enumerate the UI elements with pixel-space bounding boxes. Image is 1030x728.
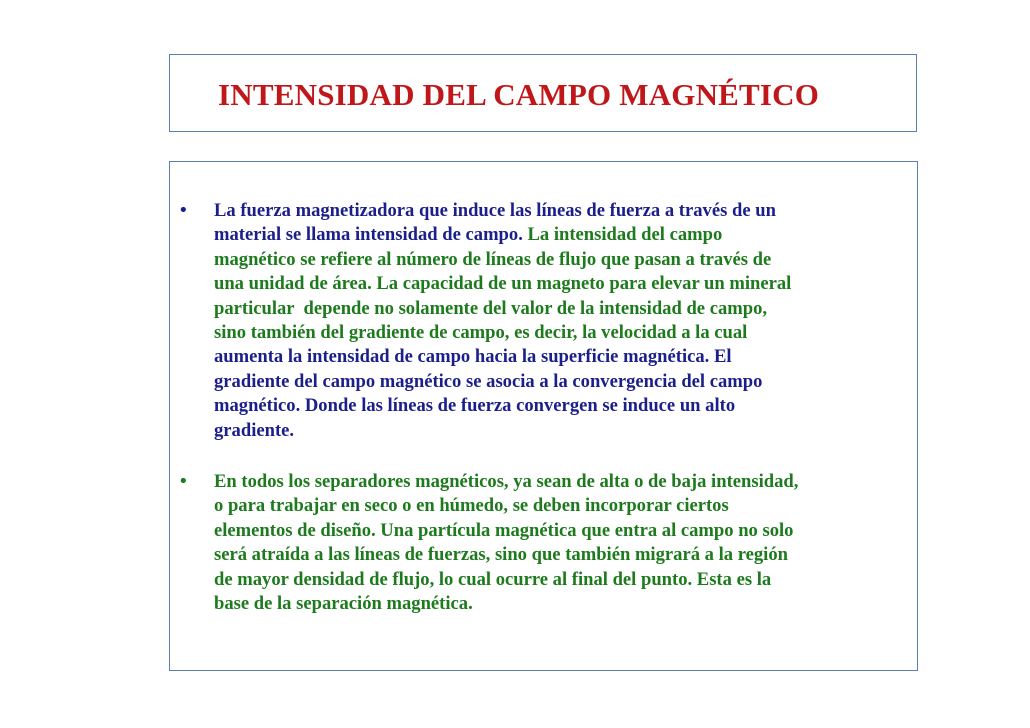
bullet-text-line: magnético se refiere al número de líneas de flujo que pasan a través de <box>214 248 772 270</box>
bullet-text-line: gradiente del campo magnético se asocia a la convergencia del campo <box>214 370 763 392</box>
bullet-text-line: base de la separación magnética. <box>214 593 473 615</box>
bullet-text-line: En todos los separadores magnéticos, ya sean de alta o de baja intensidad, <box>214 471 799 492</box>
bullet-text-line: una unidad de área. La capacidad de un magneto para elevar un mineral <box>214 273 792 295</box>
bullet-paragraph <box>214 470 914 616</box>
bullet-icon: • <box>178 200 189 221</box>
bullet-text-line: La intensidad del campo <box>522 224 723 246</box>
bullet-text-line: de mayor densidad de flujo, lo cual ocurre al final del punto. Esta es la <box>214 568 772 590</box>
bullet-text-line: material se llama intensidad de campo. <box>214 224 523 246</box>
bullet-icon: • <box>178 471 189 492</box>
title-box <box>169 54 917 132</box>
bullet-paragraph <box>214 199 914 443</box>
bullet-text-line: La fuerza magnetizadora que induce las líneas de fuerza a través de un <box>214 200 776 221</box>
slide-title: INTENSIDAD DEL CAMPO MAGNÉTICO <box>218 77 820 112</box>
bullet-text-line: sino también del gradiente de campo, es decir, la velocidad a la cual <box>214 322 748 344</box>
bullet-text-line: elementos de diseño. Una partícula magnética que entra al campo no solo <box>214 519 794 541</box>
bullet-text-line: será atraída a las líneas de fuerzas, sino que también migrará a la región <box>214 544 788 566</box>
bullet-text-line: particular depende no solamente del valor de la intensidad de campo, <box>214 297 768 319</box>
bullet-text-line: magnético. Donde las líneas de fuerza convergen se induce un alto <box>214 395 736 417</box>
bullet-text-line: o para trabajar en seco o en húmedo, se deben incorporar ciertos <box>214 495 729 517</box>
bullet-text-line: aumenta la intensidad de campo hacia la superficie magnética. El <box>214 346 732 368</box>
bullet-text-line: gradiente. <box>214 419 295 441</box>
content-box <box>169 161 918 671</box>
